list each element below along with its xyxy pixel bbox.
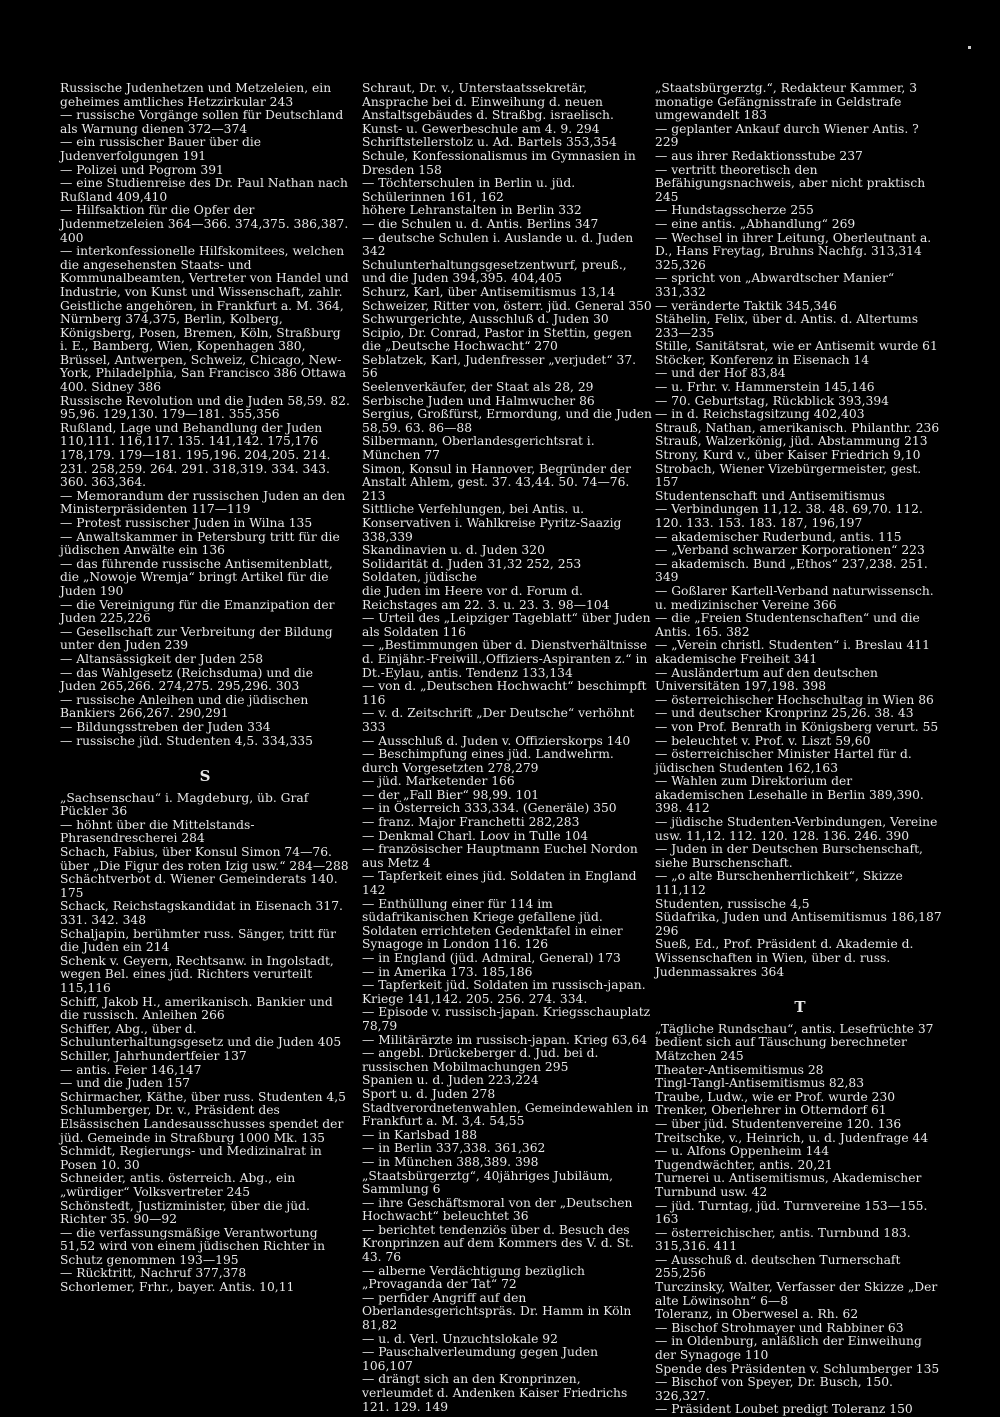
- index-entry: — geplanter Ankauf durch Wiener Antis. ? 229: [655, 121, 919, 150]
- index-entry: — Bischof Strohmayer und Rabbiner 63: [655, 1320, 904, 1335]
- index-entry: Sergius, Großfürst, Ermordung, und die Juden 58,59. 63. 86—88: [362, 407, 652, 435]
- index-entry: Strauß, Walzerkönig, jüd. Abstammung 213: [655, 434, 928, 449]
- index-entry: — die Vereinigung für die Emanzipation der Juden 225,226: [60, 597, 335, 626]
- index-entry: — antis. Feier 146,147: [60, 1062, 202, 1077]
- index-entry: — die Schulen u. d. Antis. Berlins 347: [362, 216, 599, 231]
- index-entry: — Rücktritt, Nachruf 377,378: [60, 1266, 247, 1281]
- section-letter: T: [794, 998, 806, 1017]
- index-entry: — in England (jüd. Admiral, General) 173: [362, 951, 621, 965]
- index-entry: — von d. „Deutschen Hochwacht“ beschimpft 116: [362, 679, 647, 707]
- index-entry: — eine Studienreise des Dr. Paul Nathan nach Rußland 409,410: [60, 176, 348, 204]
- index-entry: — Protest russischer Juden in Wilna 135: [60, 516, 313, 530]
- index-entry: Silbermann, Oberlandesgerichtsrat i. München 77: [362, 434, 595, 463]
- index-entry: — der „Fall Bier“ 98,99. 101: [362, 787, 540, 802]
- index-entry: — Wechsel in ihrer Leitung, Oberleutnant a. D., Hans Freytag, Bruhns Nachfg. 313,314 325,326: [655, 230, 932, 272]
- index-entry: „Sachsenschau“ i. Magdeburg, üb. Graf Pückler 36: [60, 790, 309, 819]
- index-entry: — ein russischer Bauer über die Judenverfolgungen 191: [60, 135, 262, 163]
- index-entry: Strony, Kurd v., über Kaiser Friedrich 9,10: [655, 448, 921, 463]
- index-entry: — spricht von „Abwardtscher Manier“ 331,332: [655, 271, 895, 299]
- index-entry: — in München 388,389. 398: [362, 1154, 539, 1169]
- index-entry: Spanien u. d. Juden 223,224: [362, 1073, 539, 1088]
- index-entry: — höhnt über die Mittelstands-Phrasendrescherei 284: [60, 817, 255, 846]
- index-entry: Simon, Konsul in Hannover, Begründer der Anstalt Ahlem, gest. 37. 43,44. 50. 74—76. 213: [362, 461, 631, 503]
- index-entry: Schmidt, Regierungs- und Medizinalrat in Posen 10. 30: [60, 1144, 322, 1172]
- index-entry: — Denkmal Charl. Loov in Tulle 104: [362, 828, 589, 843]
- index-entry: — Tapferkeit eines jüd. Soldaten in England 142: [362, 869, 637, 898]
- index-entry: — Bischof von Speyer, Dr. Busch, 150. 326,327.: [655, 1375, 893, 1403]
- index-entry: „Tägliche Rundschau“, antis. Lesefrüchte 37 bedient sich auf Täuschung berechneter Mätzchen 245: [655, 1021, 934, 1063]
- index-entry: Solidarität d. Juden 31,32 252, 253: [362, 556, 582, 571]
- index-entry: — Juden in der Deutschen Burschenschaft, siehe Burschenschaft.: [655, 842, 923, 870]
- index-entry: — Tapferkeit jüd. Soldaten im russisch-japan. Kriege 141,142. 205. 256. 274. 334.: [362, 978, 646, 1006]
- index-entry: — österreichischer Minister Hartel für d. jüdischen Studenten 162,163: [655, 747, 912, 775]
- index-entry: Rußland, Lage und Behandlung der Juden 110,111. 116,117. 135. 141,142. 175,176 178,179. 179—181. 195,196. 204,205. 214. 231. 258,259. 264. 291. 318,319. 334. 343. 360. 363,364.: [60, 420, 331, 490]
- index-entry: — aus ihrer Redaktionsstube 237: [655, 148, 863, 163]
- index-entry: — Bildungsstreben der Juden 334: [60, 719, 271, 734]
- index-entry: — drängt sich an den Kronprinzen, verleumdet d. Andenken Kaiser Friedrichs 121. 129. 149: [362, 1372, 628, 1414]
- index-entry: Schach, Fabius, über Konsul Simon 74—76. über „Die Figur des roten Izig usw.“ 284—288: [60, 845, 349, 873]
- index-entry: Schriftstellerstolz u. Ad. Bartels 353,354: [362, 135, 617, 150]
- section-spacer: [655, 979, 945, 987]
- index-entry: Stadtverordnetenwahlen, Gemeindewahlen in Frankfurt a. M. 3,4. 54,55: [362, 1100, 649, 1129]
- index-entry: Seblatzek, Karl, Judenfresser „verjudet“ 37. 56: [362, 352, 637, 381]
- index-entry: — das Wahlgesetz (Reichsduma) und die Juden 265,266. 274,275. 295,296. 303: [60, 665, 314, 694]
- index-entry: die Juden im Heere vor d. Forum d. Reichstages am 22. 3. u. 23. 3. 98—104: [362, 583, 610, 612]
- index-entry: Sittliche Verfehlungen, bei Antis. u. Konservativen i. Wahlkreise Pyritz-Saazig 338,339: [362, 502, 622, 544]
- index-entry: — akademisch. Bund „Ethos“ 237,238. 251. 349: [655, 556, 928, 585]
- index-entry: Schiller, Jahrhundertfeier 137: [60, 1048, 247, 1063]
- index-entry: — Enthüllung einer für 114 im südafrikanischen Kriege gefallene jüd. Soldaten errichteten Gedenktafel in einer Synagoge in London 116. 126: [362, 896, 623, 952]
- index-entry: höhere Lehranstalten in Berlin 332: [362, 203, 582, 218]
- index-entry: Turnerei u. Antisemitismus, Akademischer Turnbund usw. 42: [655, 1171, 922, 1199]
- index-entry: — deutsche Schulen i. Auslande u. d. Juden 342: [362, 230, 634, 259]
- index-entry: — „o alte Burschenherrlichkeit“, Skizze 111,112: [655, 869, 903, 898]
- index-entry: Schule, Konfessionalismus im Gymnasien in Dresden 158: [362, 148, 636, 177]
- index-entry: Südafrika, Juden und Antisemitismus 186,187 296: [655, 910, 942, 938]
- index-entry: — u. d. Verl. Unzuchtslokale 92: [362, 1331, 558, 1346]
- index-entry: Schwurgerichte, Ausschluß d. Juden 30: [362, 312, 609, 327]
- index-entry: — „Verband schwarzer Korporationen“ 223: [655, 543, 925, 558]
- index-entry: Turczinsky, Walter, Verfasser der Skizze „Der alte Löwinsohn“ 6—8: [655, 1280, 938, 1308]
- index-entry: — jüd. Marketender 166: [362, 774, 515, 789]
- index-entry: — Beschimpfung eines jüd. Landwehrm. durch Vorgesetzten 278,279: [362, 747, 614, 775]
- index-entry: — perfider Angriff auf den Oberlandesgerichtspräs. Dr. Hamm in Köln 81,82: [362, 1290, 632, 1333]
- index-entry: Schraut, Dr. v., Unterstaatssekretär, Ansprache bei d. Einweihung d. neuen Anstaltsgebäudes d. Straßbg. israelisch. Kunst- u. Gewerbeschule am 4. 9. 294: [362, 81, 614, 136]
- index-entry: — ihre Geschäftsmoral von der „Deutschen Hochwacht“ beleuchtet 36: [362, 1195, 633, 1224]
- index-entry: — u. Alfons Oppenheim 144: [655, 1144, 830, 1159]
- index-entry: — in Amerika 173. 185,186: [362, 964, 533, 979]
- index-entry: — Ausschuß d. deutschen Turnerschaft 255,256: [655, 1252, 901, 1281]
- index-entry: — Episode v. russisch-japan. Kriegsschauplatz 78,79: [362, 1005, 651, 1033]
- index-entry: Stähelin, Felix, über d. Antis. d. Altertums 233—235: [655, 312, 919, 340]
- scan-speck: [968, 46, 971, 49]
- index-entry: — und die Juden 157: [60, 1076, 191, 1091]
- index-entry: — Präsident Loubet predigt Toleranz 150: [655, 1402, 913, 1417]
- index-entry: Skandinavien u. d. Juden 320: [362, 543, 545, 558]
- index-entry: — russische Anleihen und die jüdischen Bankiers 266,267. 290,291: [60, 692, 309, 721]
- index-entry: Schaljapin, berühmter russ. Sänger, tritt für die Juden ein 214: [60, 926, 337, 955]
- index-entry: — beleuchtet v. Prof. v. Liszt 59,60: [655, 733, 871, 748]
- index-entry: Sueß, Ed., Prof. Präsident d. Akademie d. Wissenschaften in Wien, über d. russ. Judenmassakres 364: [655, 937, 914, 979]
- index-entry: — interkonfessionelle Hilfskomitees, welchen die angesehensten Staats- und Kommunalbeamten, Vertreter von Handel und Industrie, von Kunst und Wissenschaft, zahlr. Geistliche angehören, in Frankfurt a. M. 364, Nürnberg 374,375, Berlin, Kolberg, Königsberg, Posen, Bremen, Köln, Straßburg i. E., Bamberg, Wien, Kopenhagen 380, Brüssel, Antwerpen, Schweiz, Chicago, New-York, Philadelphia, San Francisco 386 Ottawa 400. Sidney 386: [60, 244, 349, 395]
- index-entry: — angebl. Drückeberger d. Jud. bei d. russischen Mobilmachungen 295: [362, 1046, 599, 1074]
- index-entry: — Pauschalverleumdung gegen Juden 106,107: [362, 1345, 598, 1373]
- index-entry: Studenten, russische 4,5: [655, 896, 810, 911]
- index-entry: Strauß, Nathan, amerikanisch. Philanthr. 236: [655, 420, 940, 435]
- index-entry: — Polizei und Pogrom 391: [60, 162, 224, 177]
- index-entry: — Memorandum der russischen Juden an den Ministerpräsidenten 117—119: [60, 488, 346, 517]
- index-entry: Schenk v. Geyern, Rechtsanw. in Ingolstadt, wegen Bel. eines jüd. Richters verurteilt 115,116: [60, 953, 334, 995]
- index-entry: Theater-Antisemitismus 28: [655, 1062, 824, 1077]
- index-entry: — österreichischer Hochschultag in Wien 86: [655, 692, 934, 707]
- index-entry: Traube, Ludw., wie er Prof. wurde 230: [655, 1089, 896, 1104]
- index-entry: Schneider, antis. österreich. Abg., ein „würdiger“ Volksvertreter 245: [60, 1171, 296, 1199]
- index-entry: Stöcker, Konferenz in Eisenach 14: [655, 352, 870, 367]
- index-entry: — die verfassungsmäßige Verantwortung 51,52 wird von einem jüdischen Richter in Schutz genommen 193—195: [60, 1225, 326, 1267]
- index-entry: Schächtverbot d. Wiener Gemeinderats 140. 175: [60, 872, 338, 900]
- index-entry: — Gesellschaft zur Verbreitung der Bildung unter den Juden 239: [60, 624, 333, 653]
- index-entry: Schlumberger, Dr. v., Präsident des Elsässischen Landesausschusses spendet der jüd. Gemeinde in Straßburg 1000 Mk. 135: [60, 1103, 344, 1145]
- index-entry: „Staatsbürgerztg.“, Redakteur Kammer, 3 monatige Gefängnisstrafe in Geldstrafe umgewandelt 183: [655, 81, 918, 123]
- index-entry: — Hilfsaktion für die Opfer der Judenmetzeleien 364—366. 374,375. 386,387. 400: [60, 203, 349, 245]
- index-entry: — Verbindungen 11,12. 38. 48. 69,70. 112. 120. 133. 153. 183. 187, 196,197: [655, 502, 923, 530]
- index-entry: Schurz, Karl, über Antisemitismus 13,14: [362, 284, 616, 299]
- index-entry: Schack, Reichstagskandidat in Eisenach 317. 331. 342. 348: [60, 899, 343, 928]
- index-entry: Schirmacher, Käthe, über russ. Studenten 4,5: [60, 1089, 346, 1104]
- index-column-3: [655, 82, 945, 1417]
- index-entry: — u. Frhr. v. Hammerstein 145,146: [655, 380, 875, 395]
- index-entry: — Töchterschulen in Berlin u. jüd. Schülerinnen 161, 162: [362, 176, 576, 204]
- index-entry: — und der Hof 83,84: [655, 366, 786, 381]
- index-entry: — das führende russische Antisemitenblatt, die „Nowoje Wremja“ bringt Artikel für die Juden 190: [60, 556, 333, 598]
- index-entry: — „Verein christl. Studenten“ i. Breslau 411 akademische Freiheit 341: [655, 638, 930, 666]
- index-entry: — französischer Hauptmann Euchel Nordon aus Metz 4: [362, 842, 638, 870]
- index-entry: — Militärärzte im russisch-japan. Krieg 63,64: [362, 1032, 648, 1047]
- index-entry: — in Oldenburg, anläßlich der Einweihung der Synagoge 110: [655, 1334, 922, 1363]
- index-entry: Trenker, Oberlehrer in Otterndorf 61: [655, 1103, 887, 1118]
- index-entry: Russische Judenhetzen und Metzeleien, ein geheimes amtliches Hetzzirkular 243: [60, 81, 332, 109]
- index-entry: — franz. Major Franchetti 282,283: [362, 815, 580, 830]
- index-entry: — akademischer Ruderbund, antis. 115: [655, 529, 902, 544]
- index-entry: — österreichischer, antis. Turnbund 183. 315,316. 411: [655, 1225, 911, 1254]
- index-entry: Sport u. d. Juden 278: [362, 1086, 496, 1101]
- index-entry: Schweizer, Ritter von, österr. jüd. General 350: [362, 298, 652, 313]
- index-column-2: [362, 82, 652, 1414]
- index-entry: — Goßlarer Kartell-Verband naturwissensch. u. medizinischer Vereine 366: [655, 583, 934, 612]
- index-entry: — Ausländertum auf den deutschen Universitäten 197,198. 398: [655, 665, 878, 694]
- index-entry: „Staatsbürgerztg“, 40jähriges Jubiläum, Sammlung 6: [362, 1168, 614, 1197]
- index-entry: Toleranz, in Oberwesel a. Rh. 62: [655, 1307, 859, 1322]
- index-entry: Strobach, Wiener Vizebürgermeister, gest. 157: [655, 461, 922, 490]
- index-entry: Stille, Sanitätsrat, wie er Antisemit wurde 61: [655, 339, 938, 354]
- index-entry: Scipio, Dr. Conrad, Pastor in Stettin, gegen die „Deutsche Hochwacht“ 270: [362, 325, 632, 354]
- index-entry: Studentenschaft und Antisemitismus: [655, 488, 885, 503]
- index-entry: Serbische Juden und Halmwucher 86: [362, 393, 595, 408]
- section-letter: S: [199, 767, 211, 786]
- index-entry: — alberne Verdächtigung bezüglich „Provaganda der Tat“ 72: [362, 1263, 585, 1292]
- index-entry: — Urteil des „Leipziger Tageblatt“ über Juden als Soldaten 116: [362, 611, 651, 639]
- index-entry: — Anwaltskammer in Petersburg tritt für die jüdischen Anwälte ein 136: [60, 529, 340, 558]
- index-entry: — veränderte Taktik 345,346: [655, 298, 837, 313]
- index-entry: — v. d. Zeitschrift „Der Deutsche“ verhöhnt 333: [362, 706, 635, 734]
- index-entry: Schiff, Jakob H., amerikanisch. Bankier und die russisch. Anleihen 266: [60, 994, 333, 1023]
- index-entry: — von Prof. Benrath in Königsberg verurt. 55: [655, 719, 939, 734]
- index-entry: Russische Revolution und die Juden 58,59. 82. 95,96. 129,130. 179—181. 355,356: [60, 393, 350, 422]
- index-entry: Treitschke, v., Heinrich, u. d. Judenfrage 44: [655, 1130, 929, 1145]
- index-entry: — und deutscher Kronprinz 25,26. 38. 43: [655, 706, 914, 721]
- index-entry: — russische Vorgänge sollen für Deutschland als Warnung dienen 372—374: [60, 108, 344, 136]
- index-entry: Schiffer, Abg., über d. Schulunterhaltungsgesetz und die Juden 405: [60, 1021, 342, 1050]
- index-entry: — die „Freien Studentenschaften“ und die Antis. 165. 382: [655, 611, 920, 639]
- index-entry: Tugendwächter, antis. 20,21: [655, 1157, 833, 1172]
- index-entry: — in d. Reichstagsitzung 402,403: [655, 407, 865, 422]
- index-entry: Seelenverkäufer, der Staat als 28, 29: [362, 380, 594, 395]
- index-entry: Schulunterhaltungsgesetzentwurf, preuß., und die Juden 394,395. 404,405: [362, 257, 627, 286]
- index-entry: — 70. Geburtstag, Rückblick 393,394: [655, 393, 890, 408]
- index-entry: Tingl-Tangl-Antisemitismus 82,83: [655, 1076, 865, 1091]
- index-entry: — jüdische Studenten-Verbindungen, Vereine usw. 11,12. 112. 120. 128. 136. 246. 390: [655, 815, 938, 843]
- index-entry: — in Berlin 337,338. 361,362: [362, 1141, 546, 1156]
- index-entry: — Hundstagsscherze 255: [655, 203, 814, 218]
- index-entry: — eine antis. „Abhandlung“ 269: [655, 216, 856, 231]
- index-entry: — über jüd. Studentenvereine 120. 136: [655, 1116, 902, 1131]
- index-entry: — vertritt theoretisch den Befähigungsnachweis, aber nicht praktisch 245: [655, 162, 926, 204]
- section-spacer: [60, 748, 350, 756]
- index-entry: — Altansässigkeit der Juden 258: [60, 651, 264, 666]
- index-entry: Schönstedt, Justizminister, über die jüd. Richter 35. 90—92: [60, 1198, 310, 1227]
- index-entry: — jüd. Turntag, jüd. Turnvereine 153—155. 163: [655, 1198, 928, 1227]
- index-entry: — „Bestimmungen über d. Dienstverhältnisse d. Einjähr.-Freiwill.,Offiziers-Aspiranten z.“ in Dt.-Eylau, antis. Tendenz 133,134: [362, 638, 648, 680]
- index-entry: — Ausschluß d. Juden v. Offizierskorps 140: [362, 733, 631, 748]
- index-entry: Spende des Präsidenten v. Schlumberger 135: [655, 1361, 940, 1376]
- index-entry: — Wahlen zum Direktorium der akademischen Lesehalle in Berlin 389,390. 398. 412: [655, 774, 924, 816]
- index-entry: — in Österreich 333,334. (Generäle) 350: [362, 801, 617, 816]
- index-entry: — berichtet tendenziös über d. Besuch des Kronprinzen auf dem Kommers des V. d. St. 43. 76: [362, 1222, 634, 1265]
- index-entry: — in Karlsbad 188: [362, 1127, 478, 1142]
- index-column-1: [60, 82, 350, 1295]
- index-entry: — russische jüd. Studenten 4,5. 334,335: [60, 733, 313, 748]
- index-entry: Soldaten, jüdische: [362, 570, 477, 585]
- index-entry: Schorlemer, Frhr., bayer. Antis. 10,11: [60, 1280, 295, 1295]
